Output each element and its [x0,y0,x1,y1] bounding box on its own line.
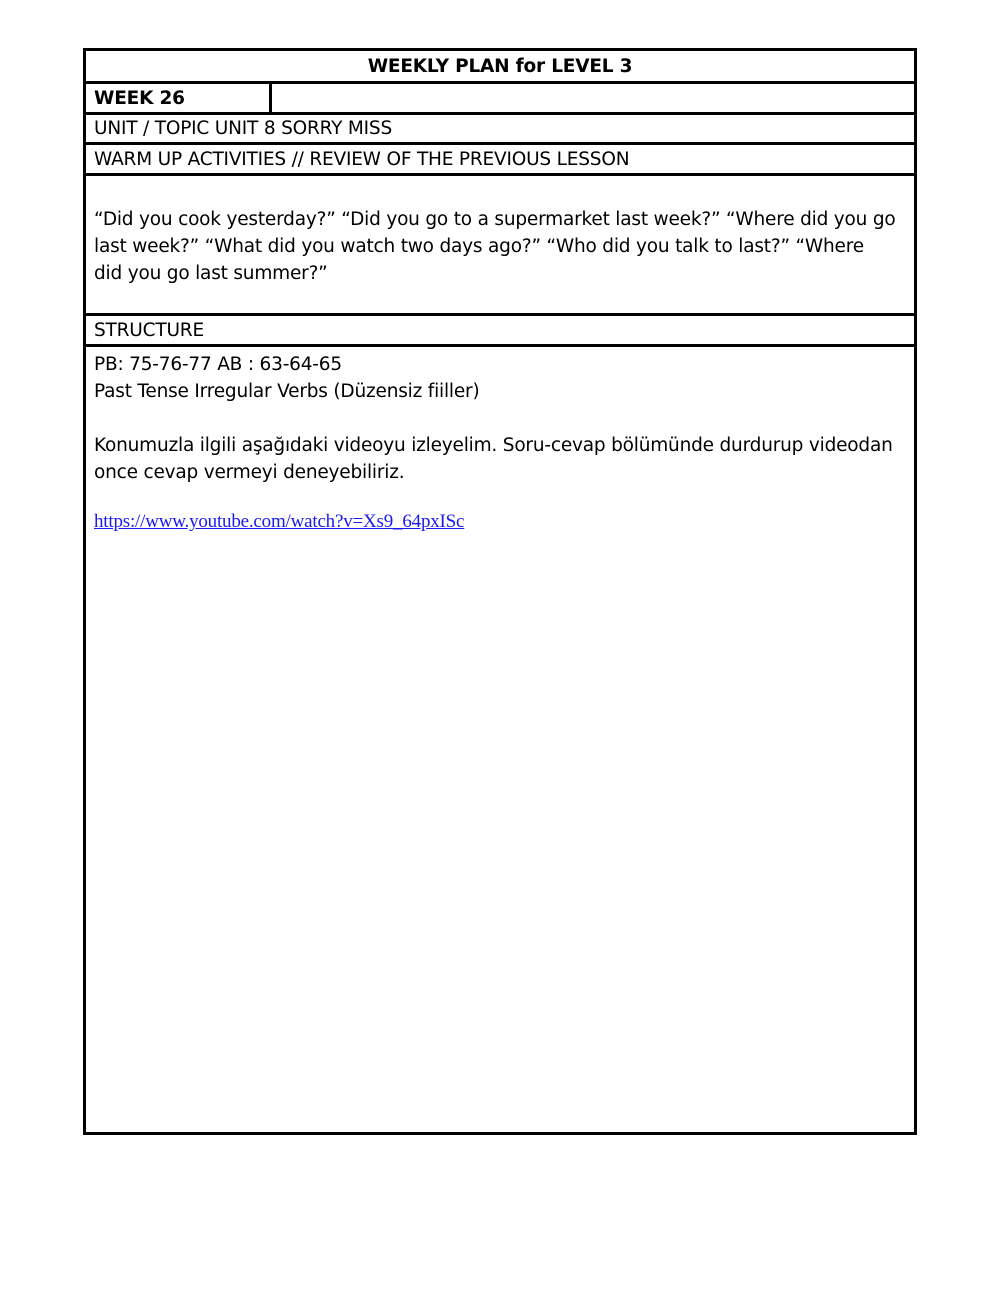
weekly-plan-table [83,48,917,1135]
warmup-heading-row [86,145,914,176]
warmup-questions [86,176,914,316]
unit-topic-row [86,115,914,145]
structure-heading: STRUCTURE [94,319,204,341]
book-pages: PB: 75-76-77 AB : 63-64-65 [94,354,342,375]
grammar-topic: Past Tense Irregular Verbs (Düzensiz fiiller) [94,381,480,402]
warmup-line: last week?” “What did you watch two days ago?” “Who did you talk to last?” “Where [94,236,864,257]
plan-title-row [86,51,914,84]
warmup-line: did you go last summer?” [94,263,328,284]
instruction-line: Konumuzla ilgili aşağıdaki videoyu izleyelim. Soru-cevap bölümünde durdurup videodan [94,435,893,456]
week-value-cell [272,84,914,112]
video-link[interactable]: https://www.youtube.com/watch?v=Xs9_64pxISc [94,511,465,532]
structure-heading-row [86,316,914,347]
week-row [86,84,914,115]
structure-content [86,347,914,1132]
warmup-line: “Did you cook yesterday?” “Did you go to a supermarket last week?” “Where did you go [94,209,896,230]
paragraph-spacer [94,405,906,432]
unit-topic-text: UNIT / TOPIC UNIT 8 SORRY MISS [94,118,392,139]
plan-title: WEEKLY PLAN for LEVEL 3 [367,55,633,77]
week-label: WEEK 26 [86,84,272,112]
warmup-heading: WARM UP ACTIVITIES // REVIEW OF THE PREVIOUS LESSON [94,148,630,170]
instruction-line: once cevap vermeyi deneyebiliriz. [94,462,405,483]
